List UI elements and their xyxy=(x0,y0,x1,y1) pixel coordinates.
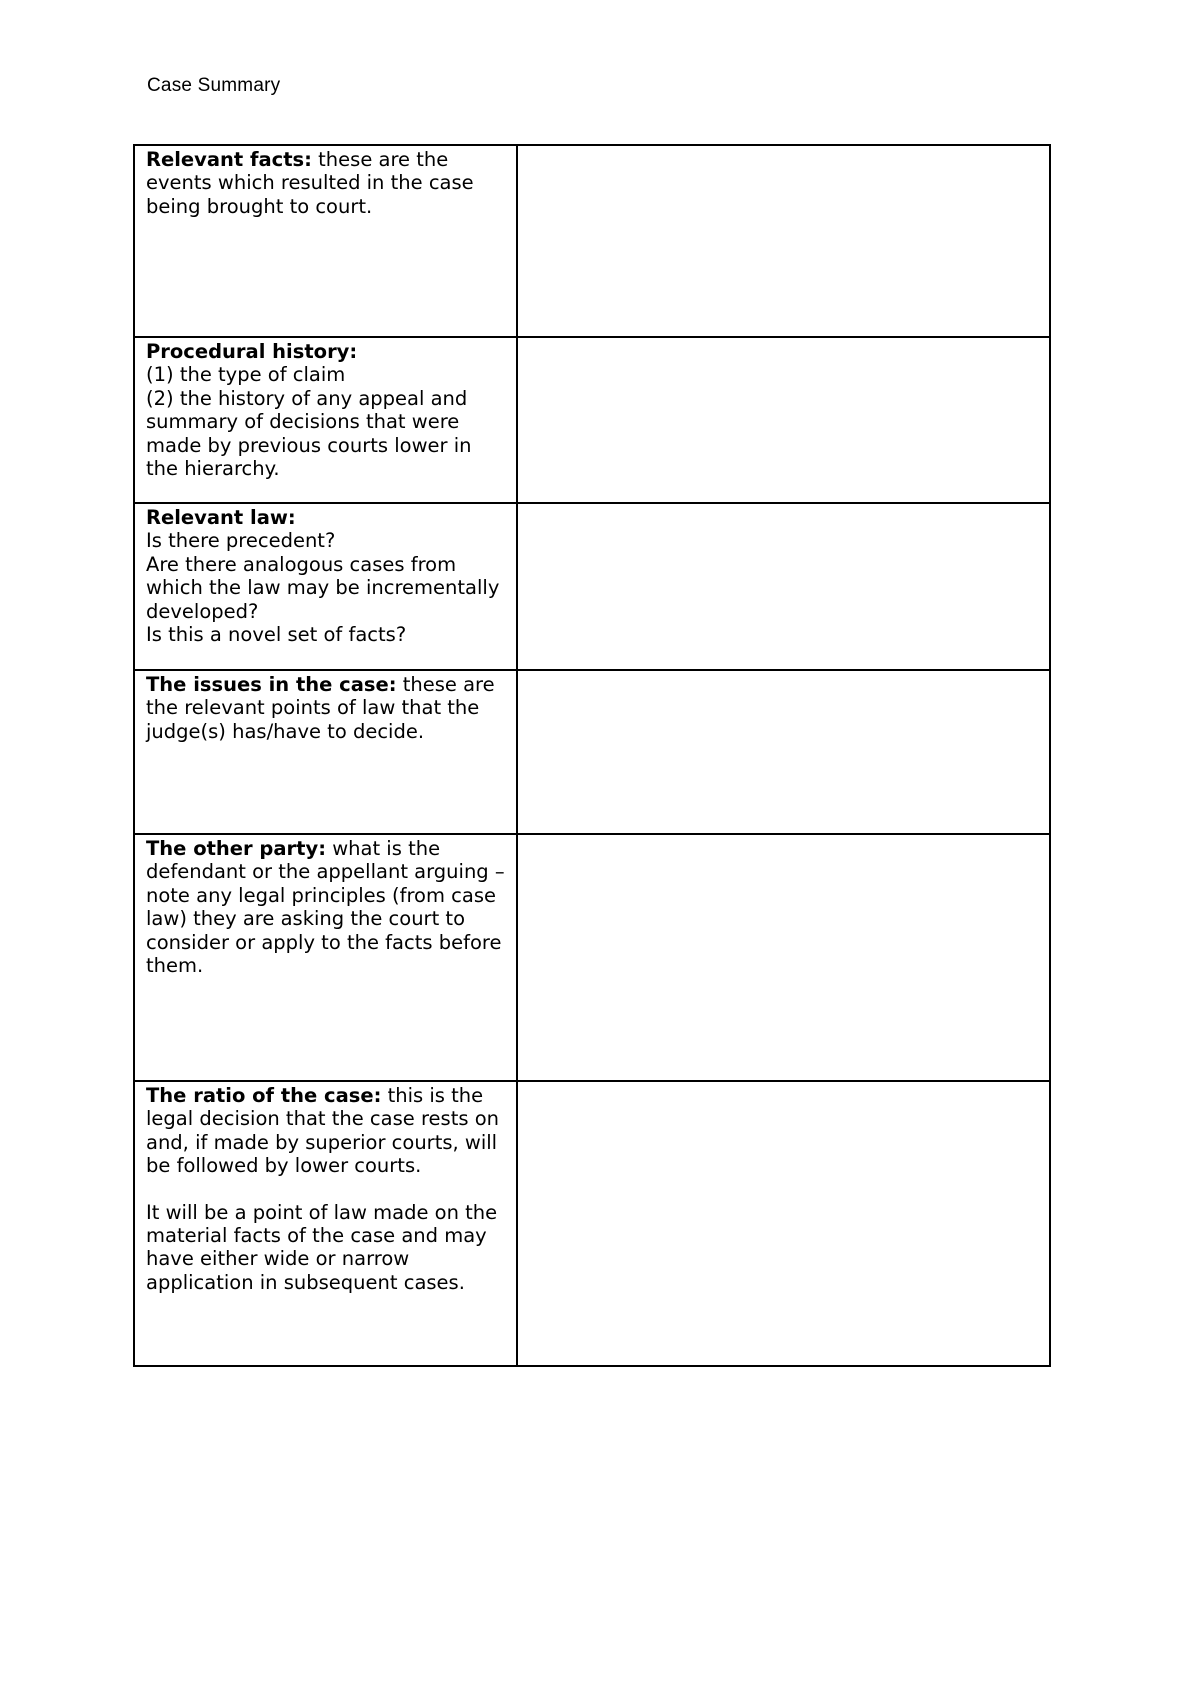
table-row-ratio xyxy=(134,1081,1050,1366)
table-row-issues xyxy=(134,670,1050,834)
procedural-history-heading: Procedural history: xyxy=(146,340,358,363)
case-summary-table xyxy=(133,144,1051,1367)
relevant-law-line-2: Are there analogous cases from which the law may be incrementally developed? xyxy=(146,552,500,623)
relevant-facts-prompt xyxy=(134,145,517,337)
other-party-description: what is the defendant or the appellant arguing – note any legal principles (from case law) they are asking the court to consider or apply to the facts before them. xyxy=(146,837,505,978)
ratio-heading: The ratio of the case: xyxy=(146,1084,382,1107)
relevant-law-prompt xyxy=(134,503,517,670)
ratio-description: this is the legal decision that the case rests on and, if made by superior courts, will be followed by lower courts. xyxy=(146,1084,499,1178)
table-row-relevant-facts xyxy=(134,145,1050,337)
relevant-law-heading: Relevant law: xyxy=(146,506,296,529)
other-party-heading: The other party: xyxy=(146,837,326,860)
table-row-procedural-history xyxy=(134,337,1050,503)
relevant-facts-answer-field[interactable] xyxy=(517,145,1050,337)
relevant-facts-heading: Relevant facts: xyxy=(146,148,312,171)
ratio-description-2: It will be a point of law made on the material facts of the case and may have either wide or narrow application in subsequent cases. xyxy=(146,1200,498,1294)
ratio-prompt xyxy=(134,1081,517,1366)
other-party-prompt xyxy=(134,834,517,1081)
procedural-history-prompt xyxy=(134,337,517,503)
issues-answer-field[interactable] xyxy=(517,670,1050,834)
procedural-history-line-1: (1) the type of claim xyxy=(146,363,346,387)
issues-description: these are the relevant points of law that the judge(s) has/have to decide. xyxy=(146,673,495,743)
relevant-law-answer-field[interactable] xyxy=(517,503,1050,670)
issues-prompt xyxy=(134,670,517,834)
other-party-answer-field[interactable] xyxy=(517,834,1050,1081)
table-row-other-party xyxy=(134,834,1050,1081)
relevant-law-line-3: Is this a novel set of facts? xyxy=(146,623,407,647)
issues-heading: The issues in the case: xyxy=(146,673,397,696)
document-title: Case Summary xyxy=(147,75,281,96)
table-row-relevant-law xyxy=(134,503,1050,670)
procedural-history-answer-field[interactable] xyxy=(517,337,1050,503)
procedural-history-line-2: (2) the history of any appeal and summary of decisions that were made by previous courts lower in the hierarchy. xyxy=(146,386,472,481)
relevant-law-line-1: Is there precedent? xyxy=(146,529,336,553)
relevant-facts-description: these are the events which resulted in the case being brought to court. xyxy=(146,148,474,218)
ratio-answer-field[interactable] xyxy=(517,1081,1050,1366)
